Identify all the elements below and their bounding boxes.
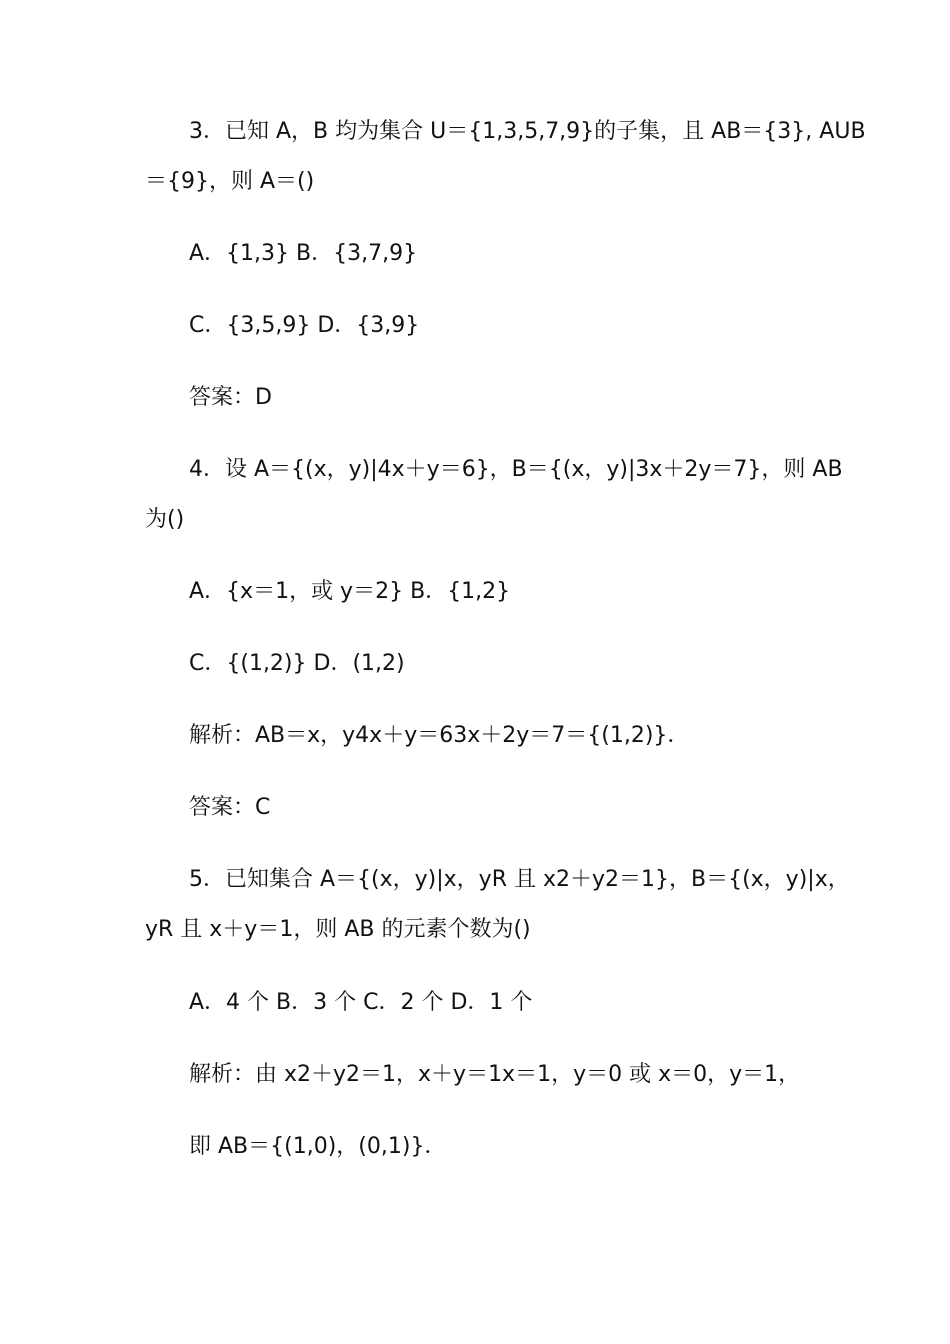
question-4-options-cd: C．{(1,2)} D．(1,2) [189,651,405,676]
question-5-explanation-line-1: 解析：由 x2＋y2＝1，x＋y＝1x＝1，y＝0 或 x＝0，y＝1， [189,1062,801,1087]
question-5-text-line-1: 5．已知集合 A＝{(x，y)|x，yR 且 x2＋y2＝1}，B＝{(x，y)|x， [189,867,850,892]
question-4-text-line-1: 4．设 A＝{(x，y)|4x＋y＝6}，B＝{(x，y)|3x＋2y＝7}，则 AB [189,457,843,482]
question-3-options-ab: A．{1,3} B．{3,7,9} [189,241,418,266]
question-5-options: A．4 个 B．3 个 C．2 个 D．1 个 [189,990,533,1015]
question-5-explanation-line-2: 即 AB＝{(1,0)，(0,1)}． [189,1134,447,1159]
question-3-text-line-2: ＝{9}，则 A＝() [145,169,315,194]
question-4-text-line-2: 为() [145,507,185,532]
question-3-answer: 答案：D [189,385,272,410]
question-3-text-line-1: 3．已知 A，B 均为集合 U＝{1,3,5,7,9}的子集，且 AB＝{3}, AUB [189,119,866,144]
question-4-options-ab: A．{x＝1，或 y＝2} B．{1,2} [189,579,511,604]
question-4-explanation: 解析：AB＝x，y4x＋y＝63x＋2y＝7＝{(1,2)}． [189,723,690,748]
question-3-options-cd: C．{3,5,9} D．{3,9} [189,313,420,338]
question-5-text-line-2: yR 且 x＋y＝1，则 AB 的元素个数为() [145,917,531,942]
question-4-answer: 答案：C [189,795,271,820]
